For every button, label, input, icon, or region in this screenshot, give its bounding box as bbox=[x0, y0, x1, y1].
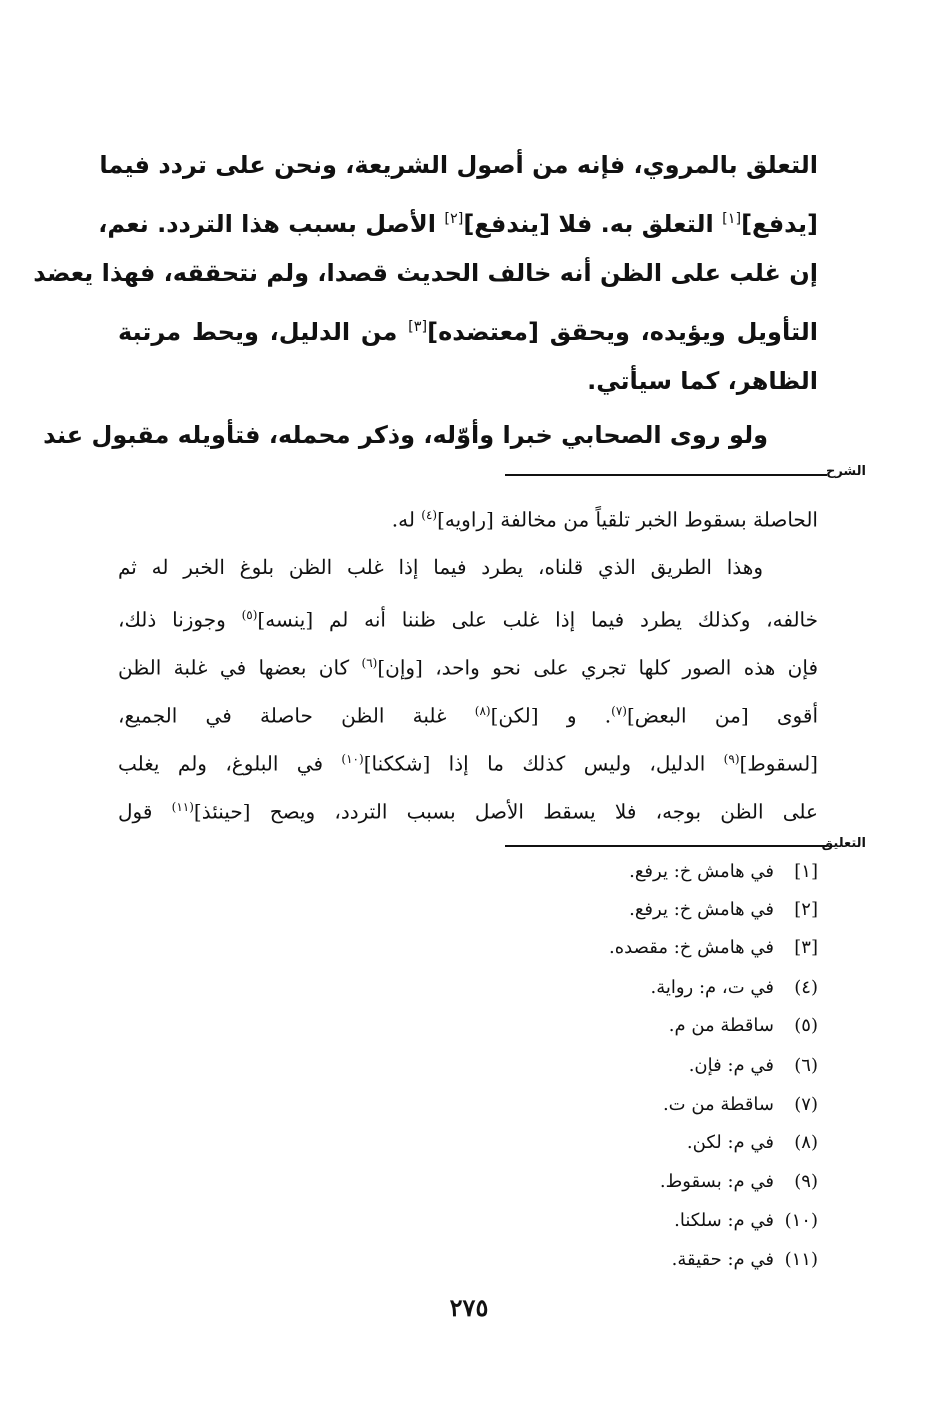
footnote-text: في م: فإن. bbox=[688, 1055, 774, 1076]
footnote-number: (٩) bbox=[794, 1171, 818, 1192]
footnote bbox=[418, 1166, 818, 1198]
footnote bbox=[418, 1205, 818, 1237]
footnote-reference: (٦) bbox=[361, 656, 378, 670]
footnote bbox=[418, 856, 818, 888]
footnote-text: في م: سلكنا. bbox=[674, 1210, 774, 1231]
footnote-reference: (١١) bbox=[171, 800, 194, 814]
footnote bbox=[418, 894, 818, 926]
main-text-line: [يدفع][١] التعلق به. فلا [يندفع][٢] الأصل بسبب هذا التردد. نعم، bbox=[98, 210, 818, 238]
footnote-reference: (٩) bbox=[723, 752, 740, 766]
footnote-number: (٧) bbox=[794, 1094, 818, 1115]
footnote-reference: [٣] bbox=[408, 319, 428, 335]
sharh-text-line: على الظن بوجه، فلا يسقط الأصل بسبب التردد، ويصح [حينئذ]$^{(١١)}$ قول bbox=[118, 799, 818, 824]
main-text-line: التأويل ويؤيده، ويحقق [معتضده][٣] من الدليل، ويحط مرتبة bbox=[118, 318, 819, 346]
footnote-reference: (٥) bbox=[241, 608, 258, 622]
sharh-text-line: وهذا الطريق الذي قلناه، يطرد فيما إذا غلب الظن بلوغ الخبر له ثم bbox=[118, 555, 763, 579]
taaliq-label: التعليق bbox=[821, 836, 866, 851]
footnote-number: (١١) bbox=[784, 1249, 818, 1270]
footnote-number: (٥) bbox=[794, 1015, 818, 1036]
footnote-number: (٤) bbox=[794, 977, 818, 998]
sharh-text-line: فإن هذه الصور كلها تجري على نحو واحد، [وإن]$^{(٦)}$ كان بعضها في غلبة الظن bbox=[118, 655, 819, 680]
footnote-number: [١] bbox=[794, 861, 818, 882]
footnote-text: في م: لكن. bbox=[686, 1132, 774, 1153]
taaliq-separator-rule bbox=[505, 845, 827, 847]
footnote-number: [٢] bbox=[794, 899, 818, 920]
sharh-separator-rule bbox=[505, 474, 827, 476]
footnote bbox=[418, 1089, 818, 1121]
footnote-reference: (٨) bbox=[474, 704, 491, 718]
footnote-text: في هامش خ: مقصده. bbox=[609, 937, 774, 958]
footnote-number: (٦) bbox=[794, 1055, 818, 1076]
sharh-text-line: خالفه، وكذلك يطرد فيما إذا غلب على ظننا أنه لم [ينسه]$^{(٥)}$ وجوزنا ذلك، bbox=[118, 607, 818, 632]
footnote-number: (٨) bbox=[794, 1132, 818, 1153]
footnote bbox=[418, 1050, 818, 1082]
sharh-text-line: [لسقوط]$^{(٩)}$ الدليل، وليس كذلك ما إذا [شككنا]$^{(١٠)}$ في البلوغ، ولم يغلب bbox=[118, 751, 818, 776]
footnote bbox=[418, 932, 818, 964]
footnote-reference: [١] bbox=[722, 211, 742, 227]
footnote-number: [٣] bbox=[794, 937, 818, 958]
footnote bbox=[418, 1010, 818, 1042]
sharh-label: الشرح bbox=[825, 464, 866, 479]
footnote-text: في ت، م: رواية. bbox=[650, 977, 774, 998]
footnote-text: في هامش خ: يرفع. bbox=[629, 899, 774, 920]
footnote-text: في م: حقيقة. bbox=[671, 1249, 774, 1270]
sharh-text-line: أقوى [من البعض]$^{(٧)}$. و [لكن]$^{(٨)}$ غلبة الظن حاصلة في الجميع، bbox=[118, 703, 818, 728]
footnote-reference: [٢] bbox=[444, 211, 464, 227]
main-text-line: ولو روى الصحابي خبرا وأوّله، وذكر محمله، فتأويله مقبول عند bbox=[43, 421, 768, 449]
footnote-text: في م: بسقوط. bbox=[659, 1171, 774, 1192]
footnote-text: في هامش خ: يرفع. bbox=[629, 861, 774, 882]
main-text-line: إن غلب على الظن أنه خالف الحديث قصدا، ولم نتحققه، فهذا يعضد bbox=[33, 259, 818, 287]
footnote-text: ساقطة من م. bbox=[668, 1015, 774, 1036]
footnote-reference: (١٠) bbox=[341, 752, 364, 766]
footnote bbox=[418, 1127, 818, 1159]
footnote-reference: (٧) bbox=[611, 704, 627, 718]
footnote-reference: (٤) bbox=[421, 508, 438, 522]
page-number: ٢٧٥ bbox=[449, 1293, 489, 1322]
main-text-line: الظاهر، كما سيأتي. bbox=[587, 367, 818, 395]
sharh-text-line: الحاصلة بسقوط الخبر تلقياً من مخالفة [راويه]$^{(٤)}$ له. bbox=[391, 507, 818, 532]
footnote bbox=[418, 1244, 818, 1276]
footnote-text: ساقطة من ت. bbox=[662, 1094, 774, 1115]
footnote-number: (١٠) bbox=[784, 1210, 818, 1231]
main-text-line: التعلق بالمروي، فإنه من أصول الشريعة، ونحن على تردد فيما bbox=[99, 151, 818, 179]
footnote bbox=[418, 972, 818, 1004]
